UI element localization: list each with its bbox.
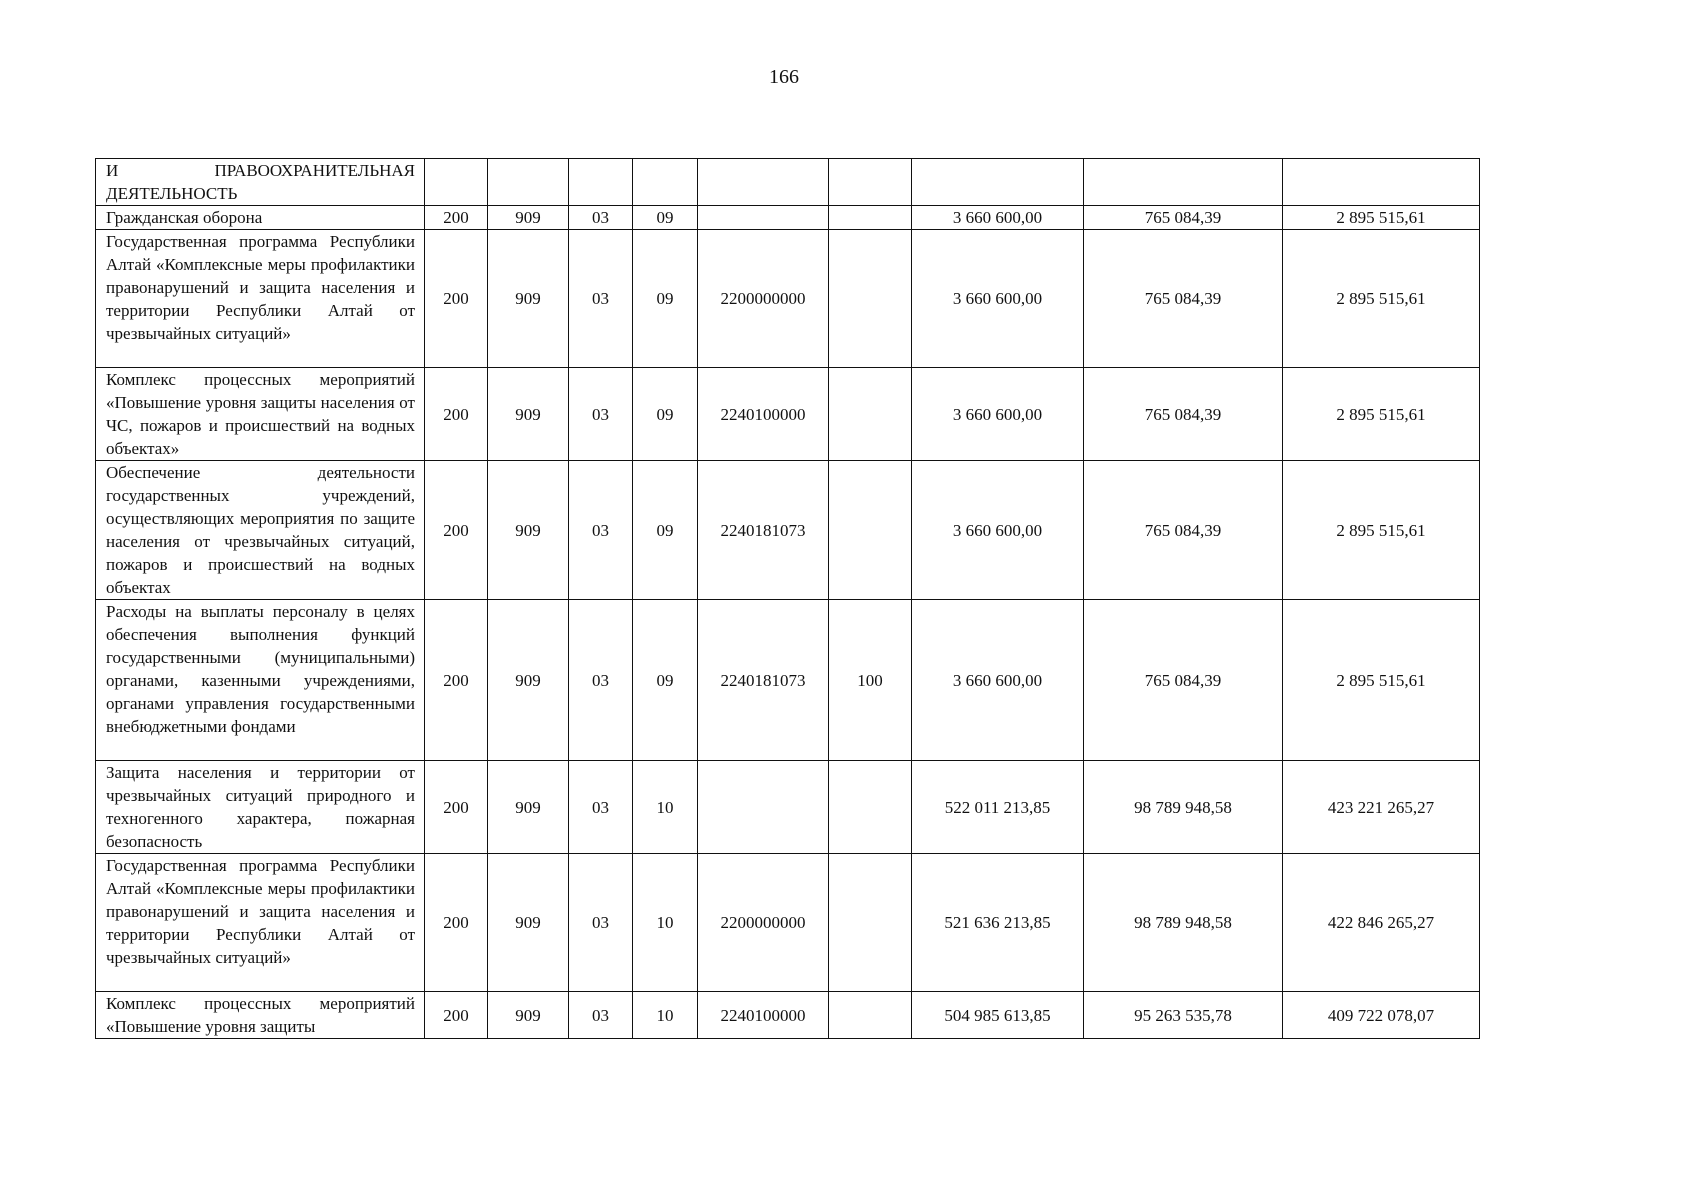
amount-cell: 765 084,39 xyxy=(1084,600,1283,761)
amount-cell: 504 985 613,85 xyxy=(912,992,1084,1039)
expense-type-cell xyxy=(829,230,912,368)
amount-cell xyxy=(1283,159,1480,206)
amount-cell: 765 084,39 xyxy=(1084,206,1283,230)
amount-cell: 765 084,39 xyxy=(1084,230,1283,368)
expense-type-cell xyxy=(829,992,912,1039)
subsection-cell: 10 xyxy=(633,761,698,854)
section-cell: 03 xyxy=(569,368,633,461)
amount-cell: 3 660 600,00 xyxy=(912,368,1084,461)
table-row xyxy=(96,992,1480,1039)
code-cell: 909 xyxy=(488,206,569,230)
code-cell: 909 xyxy=(488,368,569,461)
section-cell: 03 xyxy=(569,461,633,600)
expense-type-cell xyxy=(829,368,912,461)
expense-type-cell: 100 xyxy=(829,600,912,761)
table-row xyxy=(96,159,1480,206)
page-number: 166 xyxy=(769,66,799,88)
budget-table xyxy=(95,158,1480,1039)
amount-cell: 2 895 515,61 xyxy=(1283,230,1480,368)
section-cell xyxy=(569,159,633,206)
table-row xyxy=(96,368,1480,461)
amount-cell xyxy=(912,159,1084,206)
row-name: Гражданская оборона xyxy=(96,206,425,230)
code-cell xyxy=(425,159,488,206)
row-name: Расходы на выплаты персоналу в целях обеспечения выполнения функций государственными (муниципальными) органами, казенными учреждениями, органами управления государственными внебюджетными фондами xyxy=(96,600,425,761)
amount-cell: 3 660 600,00 xyxy=(912,600,1084,761)
target-article-cell xyxy=(698,761,829,854)
amount-cell: 765 084,39 xyxy=(1084,368,1283,461)
target-article-cell: 2240181073 xyxy=(698,600,829,761)
amount-cell xyxy=(1084,159,1283,206)
code-cell: 200 xyxy=(425,368,488,461)
target-article-cell xyxy=(698,159,829,206)
row-name: Государственная программа Республики Алтай «Комплексные меры профилактики правонарушений и защита населения и территории Республики Алтай от чрезвычайных ситуаций» xyxy=(96,854,425,992)
expense-type-cell xyxy=(829,206,912,230)
target-article-cell xyxy=(698,206,829,230)
code-cell: 200 xyxy=(425,600,488,761)
expense-type-cell xyxy=(829,159,912,206)
code-cell: 909 xyxy=(488,461,569,600)
amount-cell: 3 660 600,00 xyxy=(912,230,1084,368)
row-name: Обеспечение деятельности государственных учреждений, осуществляющих мероприятия по защите населения от чрезвычайных ситуаций, пожаров и происшествий на водных объектах xyxy=(96,461,425,600)
subsection-cell: 09 xyxy=(633,368,698,461)
subsection-cell: 10 xyxy=(633,854,698,992)
target-article-cell: 2240100000 xyxy=(698,368,829,461)
subsection-cell: 09 xyxy=(633,461,698,600)
amount-cell: 2 895 515,61 xyxy=(1283,600,1480,761)
target-article-cell: 2240100000 xyxy=(698,992,829,1039)
amount-cell: 2 895 515,61 xyxy=(1283,368,1480,461)
amount-cell: 3 660 600,00 xyxy=(912,206,1084,230)
subsection-cell xyxy=(633,159,698,206)
expense-type-cell xyxy=(829,854,912,992)
amount-cell: 2 895 515,61 xyxy=(1283,206,1480,230)
expense-type-cell xyxy=(829,461,912,600)
table-row xyxy=(96,461,1480,600)
section-cell: 03 xyxy=(569,206,633,230)
table-row xyxy=(96,761,1480,854)
code-cell xyxy=(488,159,569,206)
amount-cell: 422 846 265,27 xyxy=(1283,854,1480,992)
amount-cell: 95 263 535,78 xyxy=(1084,992,1283,1039)
amount-cell: 98 789 948,58 xyxy=(1084,761,1283,854)
section-cell: 03 xyxy=(569,600,633,761)
subsection-cell: 09 xyxy=(633,230,698,368)
section-cell: 03 xyxy=(569,230,633,368)
expense-type-cell xyxy=(829,761,912,854)
code-cell: 909 xyxy=(488,600,569,761)
target-article-cell: 2240181073 xyxy=(698,461,829,600)
code-cell: 200 xyxy=(425,230,488,368)
code-cell: 200 xyxy=(425,854,488,992)
table-row xyxy=(96,206,1480,230)
section-cell: 03 xyxy=(569,992,633,1039)
row-name: Комплекс процессных мероприятий «Повышение уровня защиты населения от ЧС, пожаров и происшествий на водных объектах» xyxy=(96,368,425,461)
row-name: И ПРАВООХРАНИТЕЛЬНАЯ ДЕЯТЕЛЬНОСТЬ xyxy=(96,159,425,206)
amount-cell: 3 660 600,00 xyxy=(912,461,1084,600)
code-cell: 909 xyxy=(488,761,569,854)
code-cell: 909 xyxy=(488,230,569,368)
target-article-cell: 2200000000 xyxy=(698,230,829,368)
code-cell: 909 xyxy=(488,854,569,992)
amount-cell: 98 789 948,58 xyxy=(1084,854,1283,992)
table-row xyxy=(96,600,1480,761)
code-cell: 200 xyxy=(425,461,488,600)
amount-cell: 521 636 213,85 xyxy=(912,854,1084,992)
target-article-cell: 2200000000 xyxy=(698,854,829,992)
subsection-cell: 10 xyxy=(633,992,698,1039)
amount-cell: 2 895 515,61 xyxy=(1283,461,1480,600)
amount-cell: 765 084,39 xyxy=(1084,461,1283,600)
section-cell: 03 xyxy=(569,854,633,992)
code-cell: 200 xyxy=(425,206,488,230)
row-name: Комплекс процессных мероприятий «Повышение уровня защиты xyxy=(96,992,425,1039)
table-row xyxy=(96,230,1480,368)
amount-cell: 522 011 213,85 xyxy=(912,761,1084,854)
table-row xyxy=(96,854,1480,992)
row-name: Государственная программа Республики Алтай «Комплексные меры профилактики правонарушений и защита населения и территории Республики Алтай от чрезвычайных ситуаций» xyxy=(96,230,425,368)
amount-cell: 423 221 265,27 xyxy=(1283,761,1480,854)
code-cell: 200 xyxy=(425,992,488,1039)
code-cell: 909 xyxy=(488,992,569,1039)
subsection-cell: 09 xyxy=(633,206,698,230)
row-name: Защита населения и территории от чрезвычайных ситуаций природного и техногенного характера, пожарная безопасность xyxy=(96,761,425,854)
section-cell: 03 xyxy=(569,761,633,854)
subsection-cell: 09 xyxy=(633,600,698,761)
amount-cell: 409 722 078,07 xyxy=(1283,992,1480,1039)
code-cell: 200 xyxy=(425,761,488,854)
